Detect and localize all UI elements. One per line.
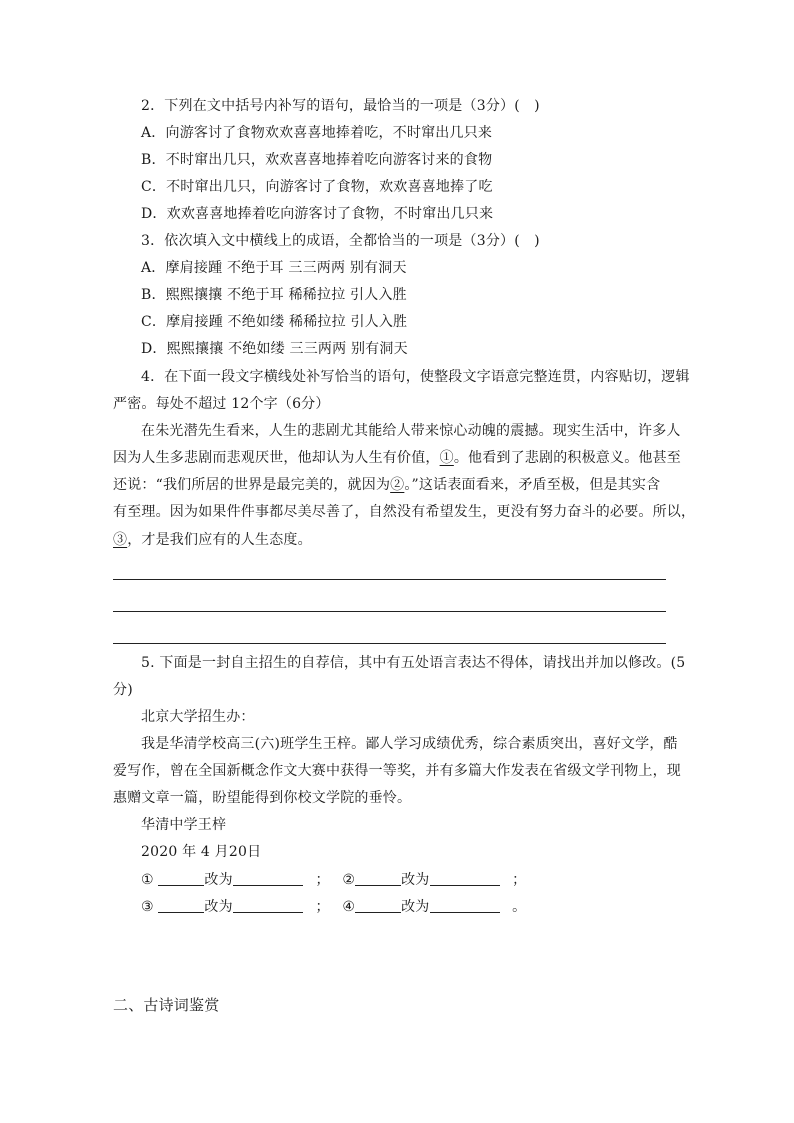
fill-marker: ④ <box>342 899 356 915</box>
q3-option-d: D．熙熙攘攘 不绝如缕 三三两两 别有洞天 <box>141 341 408 357</box>
q4-blank-1[interactable]: ① <box>439 450 454 466</box>
q3-option-a: A．摩肩接踵 不绝于耳 三三两两 别有洞天 <box>141 260 407 276</box>
fill-separator: ； <box>512 872 527 888</box>
q4-passage-text: 因为人生多悲剧而悲观厌世，他却认为人生有价值， <box>113 450 440 466</box>
q5-fill-row-1 <box>141 870 526 890</box>
q2-option-b: B．不时窜出几只，欢欢喜喜地捧着吃向游客讨来的食物 <box>141 152 493 168</box>
q5-date: 2020 年 4 月20日 <box>141 844 262 860</box>
q4-stem-line1: 4．在下面一段文字横线处补写恰当的语句，使整段文字语意完整连贯，内容贴切，逻辑 <box>141 369 690 385</box>
answer-line-3[interactable] <box>113 643 666 644</box>
q4-passage-line4: 有至理。因为如果件件事都尽美尽善了，自然没有希望发生，更没有努力奋斗的必要。所以， <box>113 504 696 520</box>
fill-change-label: 改为 <box>204 872 233 888</box>
fill-change-label: 改为 <box>401 872 430 888</box>
q4-passage-text: ，才是我们应有的人生态度。 <box>127 532 312 548</box>
q4-passage-text: 还说：“我们所居的世界是最完美的，就因为 <box>113 477 391 493</box>
q5-stem-line2: 分) <box>113 682 133 698</box>
answer-line-2[interactable] <box>113 611 666 612</box>
q3-stem: 3．依次填入文中横线上的成语，全都恰当的一项是（3分）( ) <box>141 233 540 249</box>
fill-marker: ② <box>342 872 356 888</box>
q5-signature: 华清中学王梓 <box>141 817 227 833</box>
q4-blank-3[interactable]: ③ <box>113 532 128 548</box>
fill-change-label: 改为 <box>204 899 233 915</box>
q5-salutation: 北京大学招生办： <box>141 709 255 725</box>
q3-option-c: C．摩肩接踵 不绝如缕 稀稀拉拉 引人入胜 <box>141 314 408 330</box>
q5-letter-line2: 爱写作，曾在全国新概念作文大赛中获得一等奖，并有多篇大作发表在省级文学刊物上，现 <box>113 763 681 779</box>
q5-fill-row-2 <box>141 897 526 917</box>
q5-letter-line3: 惠赠文章一篇，盼望能得到你校文学院的垂怜。 <box>113 790 412 806</box>
answer-line-1[interactable] <box>113 579 666 580</box>
fill-separator: ； <box>315 899 330 915</box>
q2-option-d: D．欢欢喜喜地捧着吃向游客讨了食物，不时窜出几只来 <box>141 206 494 222</box>
fill-marker: ③ <box>141 899 154 915</box>
q5-stem-line1: 5. 下面是一封自主招生的自荐信，其中有五处语言表达不得体，请找出并加以修改。(5 <box>141 655 686 671</box>
q4-passage-line5 <box>113 530 312 550</box>
fill-blank-original[interactable] <box>355 898 401 913</box>
q2-option-a: A．向游客讨了食物欢欢喜喜地捧着吃，不时窜出几只来 <box>141 125 493 141</box>
q2-stem: 2．下列在文中括号内补写的语句，最恰当的一项是（3分）( ) <box>141 98 540 114</box>
fill-blank-revised[interactable] <box>233 898 303 913</box>
q5-letter-line1: 我是华清学校高三(六)班学生王梓。鄙人学习成绩优秀，综合素质突出，喜好文学，酷 <box>141 736 678 752</box>
q4-passage-text: 。他看到了悲剧的积极意义。他甚至 <box>453 450 682 466</box>
fill-blank-original[interactable] <box>158 898 204 913</box>
fill-blank-original[interactable] <box>158 871 204 886</box>
q3-option-b: B．熙熙攘攘 不绝于耳 稀稀拉拉 引人入胜 <box>141 287 407 303</box>
q4-passage-text: 。”这话表面看来，矛盾至极，但是其实含 <box>404 477 661 493</box>
fill-marker: ① <box>141 872 154 888</box>
fill-blank-original[interactable] <box>355 871 401 886</box>
fill-blank-revised[interactable] <box>430 898 500 913</box>
q4-passage-line2 <box>113 448 681 468</box>
fill-terminator: 。 <box>512 899 527 915</box>
fill-change-label: 改为 <box>401 899 430 915</box>
q4-stem-line2: 严密。每处不超过 12个字（6分） <box>113 396 330 412</box>
q2-option-c: C．不时窜出几只，向游客讨了食物，欢欢喜喜地捧了吃 <box>141 179 493 195</box>
q4-passage-line1: 在朱光潜先生看来，人生的悲剧尤其能给人带来惊心动魄的震撼。现实生活中，许多人 <box>141 423 681 439</box>
q4-passage-line3 <box>113 475 660 495</box>
q4-blank-2[interactable]: ② <box>390 477 405 493</box>
fill-blank-revised[interactable] <box>430 871 500 886</box>
fill-blank-revised[interactable] <box>233 871 303 886</box>
section-heading-poetry: 二、古诗词鉴赏 <box>113 996 220 1014</box>
fill-separator: ； <box>315 872 330 888</box>
